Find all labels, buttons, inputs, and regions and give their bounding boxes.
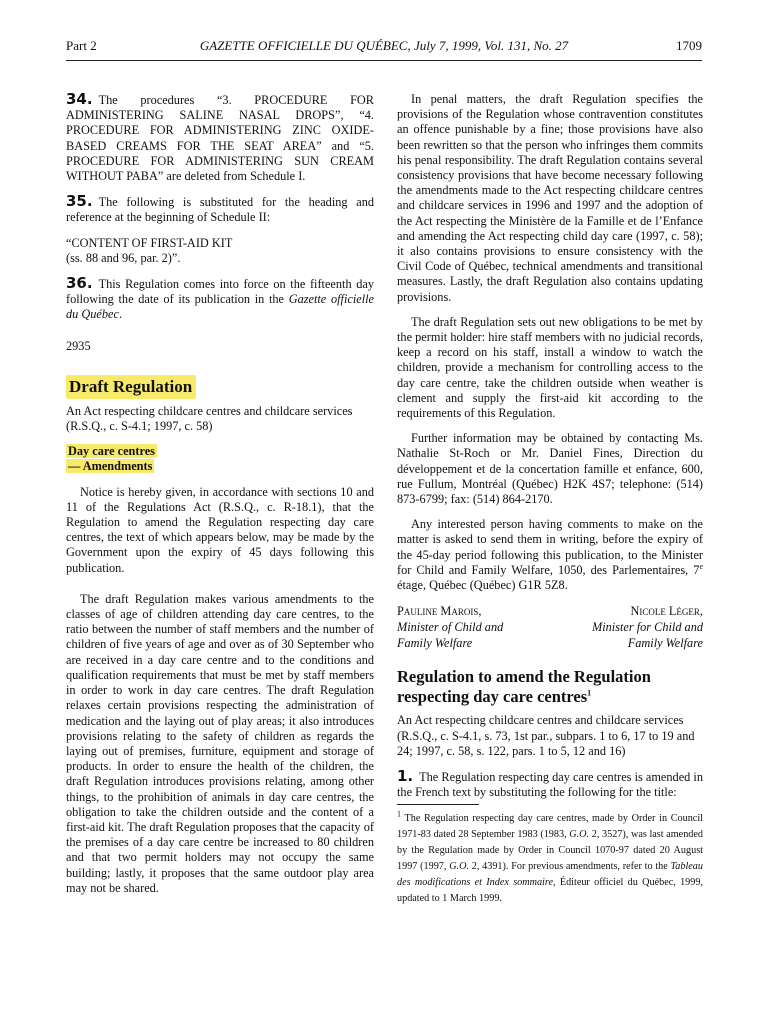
- section-text-end: .: [118, 307, 123, 322]
- subject-line: Day care centres: [68, 444, 155, 459]
- quoted-heading-line: (ss. 88 and 96, par. 2)”.: [66, 250, 181, 265]
- signatory-title: Family Welfare: [397, 636, 473, 651]
- regulation-title-line: respecting day care centres: [397, 687, 588, 707]
- section-34: [66, 92, 374, 184]
- comments-text-end: étage, Québec (Québec) G1R 5Z8.: [397, 578, 568, 593]
- act-reference: (R.S.Q., c. S-4.1; 1997, c. 58): [66, 419, 213, 434]
- footnote-text: 2, 3527), was last amended by the Regulation made by Order in Council 1070-97 dated 20 August 1997 (1997,: [397, 829, 703, 873]
- left-column: [66, 92, 374, 896]
- header-publication: GAZETTE OFFICIELLE DU QUÉBEC, July 7, 1999, Vol. 131, No. 27: [199, 38, 569, 53]
- draft-regulation-title: [66, 376, 374, 398]
- signatory-title: Family Welfare: [627, 636, 703, 651]
- reference-number: 2935: [66, 338, 91, 353]
- section-number: 35.: [66, 192, 93, 211]
- section-text: The following is substituted for the heading and reference at the beginning of Schedule II:: [66, 195, 374, 225]
- signatory-title: Minister for Child and: [591, 620, 703, 635]
- section-number: 34.: [66, 90, 93, 108]
- footnote-text: , Éditeur officiel du Québec, 1999, updated to 1 March 1999.: [397, 877, 703, 905]
- section-text: The procedures “3. PROCEDURE FOR ADMINISTERING SALINE NASAL DROPS”, “4. PROCEDURE FOR ADMINISTERING ZINC OXIDE-BASED CREAMS FOR THE SEAT AREA” and “5. PROCEDURE FOR ADMINISTERING SUN CREAM WITHOUT PABA” are deleted from Schedule I.: [66, 93, 374, 184]
- regulation-title: [397, 667, 703, 707]
- regulation-title-line: Regulation to amend the Regulation: [397, 667, 651, 687]
- footnote-marker: 1: [587, 688, 592, 698]
- header-rule: [66, 60, 702, 61]
- header-part: Part 2: [66, 38, 97, 53]
- notice-paragraph: Notice is hereby given, in accordance with sections 10 and 11 of the Regulations Act (R.S.Q., c. R-18.1), that the Regulation to amend the Regulation respecting day care centres, the text of which appears below, may be made by the Government upon the expiry of 45 days following this publication.: [66, 484, 374, 575]
- page-header: [66, 38, 702, 56]
- signature-left: [397, 603, 503, 651]
- contact-paragraph: Further information may be obtained by contacting Ms. Nathalie St-Roch or Mr. Daniel Fines, Direction du développement et de la concertation famille et enfance, 600, rue Fullum, Montréal (Québec) H2K 4S7; telephone: (514) 873-6799; fax: (514) 864-2170.: [397, 431, 703, 507]
- section-text: The Regulation respecting day care centres is amended in the French text by substituting the following for the title:: [397, 769, 703, 800]
- comments-text: Any interested person having comments to make on the matter is asked to send them in writing, before the expiry of the 45-day period following this publication, to the Minister for Child and Family Welfare, 1050, des Parlementaires, 7: [397, 517, 703, 577]
- page-number: 1709: [676, 38, 702, 53]
- section-36: [66, 276, 374, 323]
- section-number: 1.: [397, 766, 414, 785]
- enabling-act: [66, 404, 374, 434]
- penal-paragraph: In penal matters, the draft Regulation specifies the provisions of the Regulation whose contravention constitutes an offence punishable by a fine; those provisions have also been rewritten so that the person who infringes them commits his penal responsibility. The draft Regulation contains several consistency provisions that have become necessary following the amendments made to the Act respecting childcare centres and childcare services in 1996 and 1997 and the adoption of the Act respecting the Ministère de la Famille et de l’Enfance and amending the Act respecting child day care (1997, c. 58); it also contains provisions to ensure consistency with the Civil Code of Québec, technical amendments and transitional measures. Lastly, the draft Regulation also contains updating provisions.: [397, 92, 703, 304]
- footnote-table-title: Tableau des modifications et Index sommaire: [397, 861, 703, 889]
- gazette-title: Gazette officielle du Québec: [66, 292, 374, 322]
- subject-heading: [66, 444, 374, 474]
- subject-line: — Amendments: [68, 459, 153, 474]
- signatory-title: Minister of Child and: [397, 620, 504, 635]
- section-text: This Regulation comes into force on the fifteenth day following the date of its publication in the: [66, 277, 374, 307]
- right-column: [397, 92, 703, 907]
- signatures: [397, 603, 703, 651]
- footnote-number: 1: [397, 809, 401, 819]
- signatory-name: Pauline Marois,: [397, 604, 482, 619]
- footnote: [397, 811, 703, 907]
- footnote-text: The Regulation respecting day care centres, made by Order in Council 1971-83 dated 28 September 1983 (1983,: [397, 813, 703, 841]
- comments-paragraph: [397, 517, 703, 593]
- quoted-heading-line: “CONTENT OF FIRST-AID KIT: [66, 235, 233, 250]
- section-1: [397, 766, 703, 800]
- draft-title-text: Draft Regulation: [66, 375, 196, 399]
- signatory-name: Nicole Léger,: [630, 604, 703, 619]
- signature-right: [592, 603, 703, 651]
- footnote-text: 2, 4391). For previous amendments, refer to the: [469, 861, 671, 873]
- summary-paragraph: The draft Regulation makes various amendments to the classes of age of children attending day care centres, to the ratio between the number of staff members and the number of children of five years of age and over as of 30 September who are received in a day care centre and to the conditions and qualification requirements that must be met by staff members in order to work in day care centres. The draft Regulation relaxes certain provisions respecting the administration of medication and the laying out of play areas; it also introduces provisions relating to the safety of children as regards the laying out of premises, furniture, equipment and storage of products. In order to ensure the health of the children, the draft Regulation introduces provisions relating, among other things, to the prohibition of animals in day care centres, the obligation to take the children outside and the content of a first-aid kit. The draft Regulation proposes that the capacity of the premises of a day care centre be increased to 80 children and that two permit holders may not occupy the same building; lastly, it proposes that the same outdoor play area may not be shared.: [66, 591, 374, 895]
- footnote-go: G.O.: [449, 861, 469, 873]
- section-number: 36.: [66, 274, 93, 293]
- footnote-rule: [397, 804, 479, 805]
- obligations-paragraph: The draft Regulation sets out new obligations to be met by the permit holder: hire staff members with no judicial records, keep a record on his staff, install a window to watch the children, provide a mechanism for controlling access to the day care centre, take the children outside when weather is clement and supply the first-aid kit according to the requirements of this Regulation.: [397, 314, 703, 421]
- footnote-go: G.O.: [569, 829, 590, 841]
- enabling-act-2: [397, 713, 703, 759]
- act-name: An Act respecting childcare centres and childcare services: [66, 403, 353, 418]
- section-35: [66, 194, 374, 225]
- floor-superscript: e: [699, 561, 703, 571]
- act-reference: (R.S.Q., c. S-4.1, s. 73, 1st par., subpars. 1 to 6, 17 to 19 and 24; 1997, c. 58, s. 122, pars. 1 to 5, 12 and 16): [397, 728, 695, 758]
- act-name: An Act respecting childcare centres and childcare services: [397, 713, 684, 728]
- quoted-heading: [66, 236, 374, 266]
